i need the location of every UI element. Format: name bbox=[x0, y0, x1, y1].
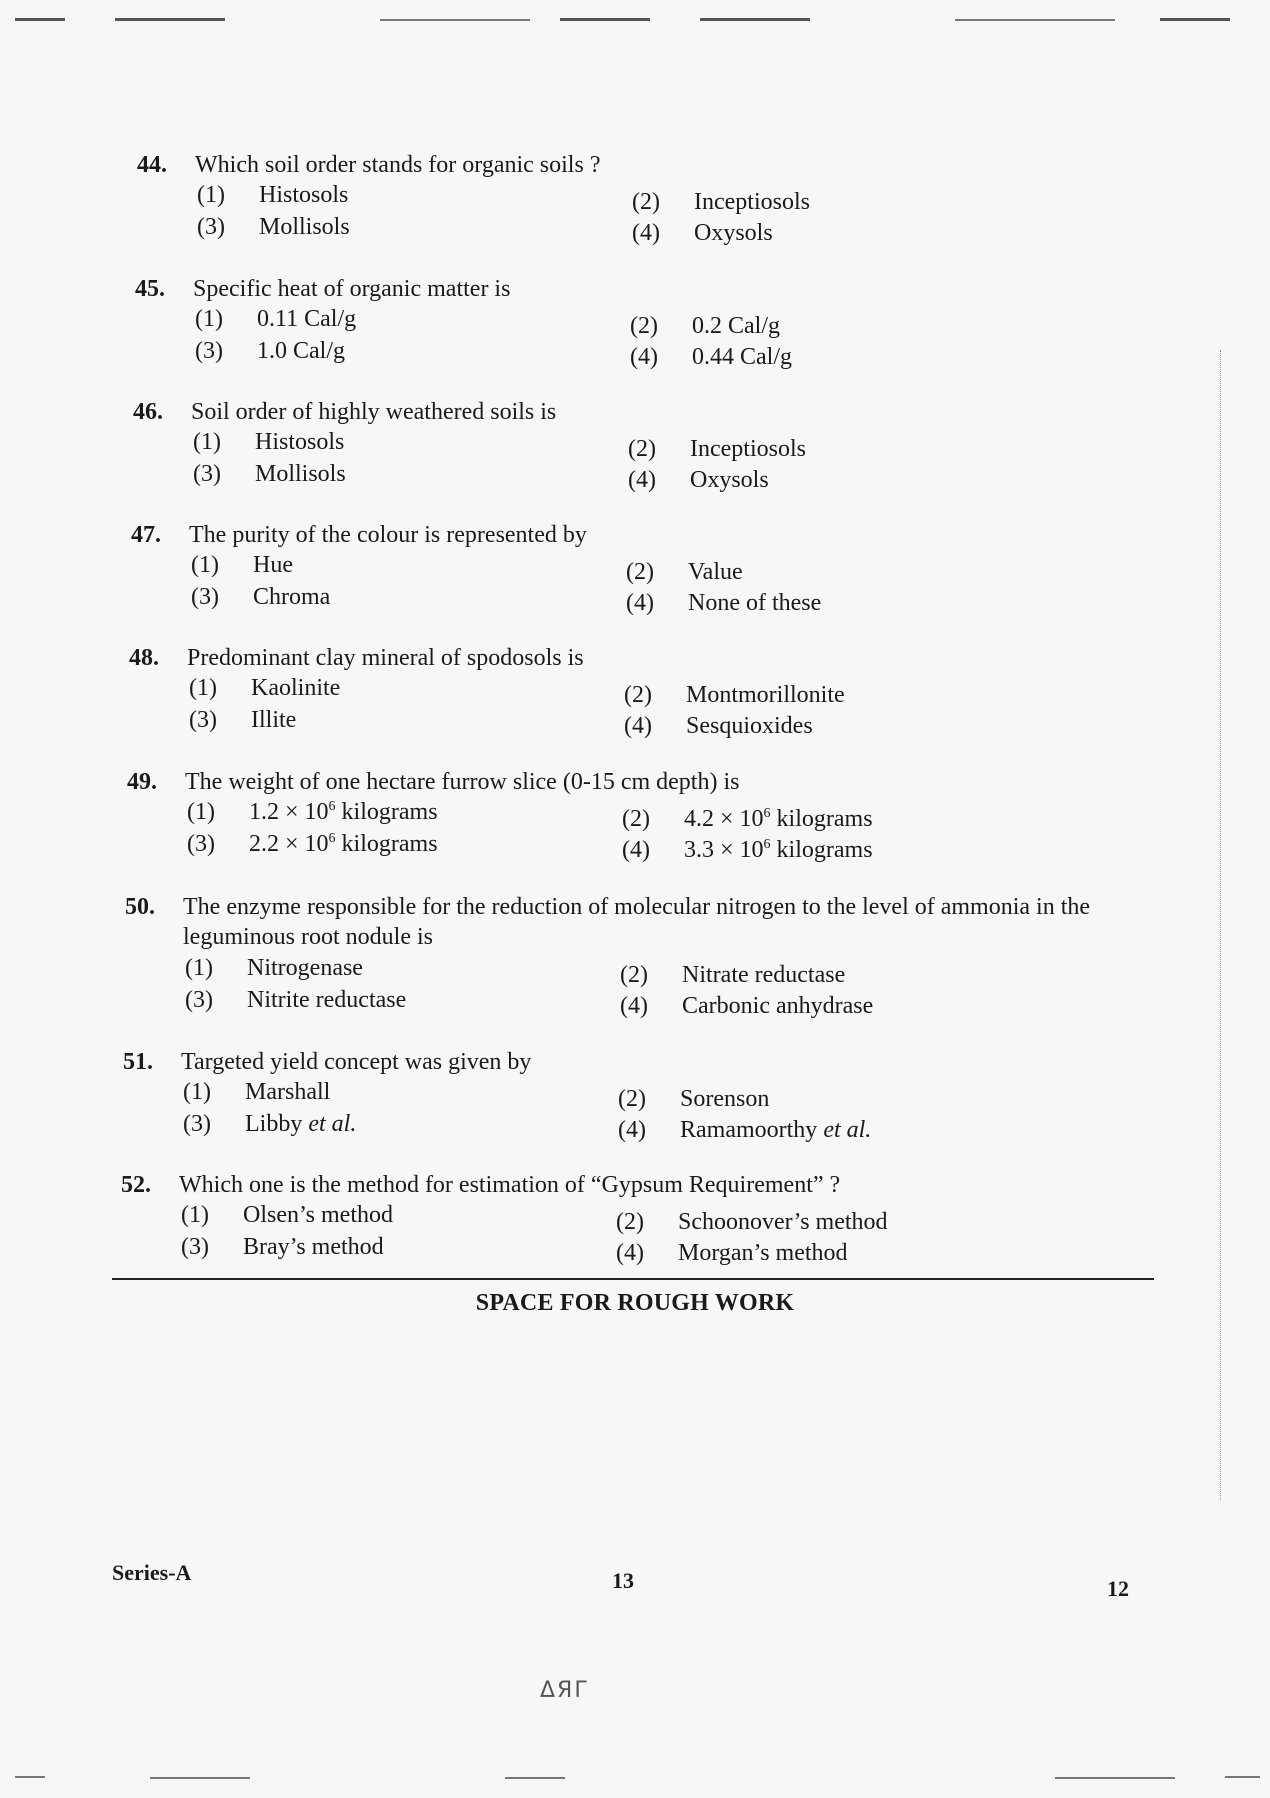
question-stem: The purity of the colour is represented by bbox=[189, 522, 587, 548]
question-stem: Soil order of highly weathered soils is bbox=[191, 399, 557, 425]
question-number: 46. bbox=[133, 399, 163, 425]
center-number: 13 bbox=[612, 1568, 634, 1593]
scan-artifact bbox=[1220, 350, 1222, 1500]
scan-artifact bbox=[380, 19, 530, 21]
question-stem: Which soil order stands for organic soils ? bbox=[195, 152, 601, 178]
question-number: 45. bbox=[135, 276, 165, 302]
option-4[interactable]: (4) Morgan’s method bbox=[616, 1240, 848, 1266]
option-2[interactable]: (2) 0.2 Cal/g bbox=[630, 313, 780, 339]
question-number: 44. bbox=[137, 152, 167, 178]
option-1[interactable]: (1) Histosols bbox=[193, 429, 345, 455]
page-number: 12 bbox=[1107, 1576, 1129, 1601]
option-2[interactable]: (2) Nitrate reductase bbox=[620, 962, 846, 988]
option-3[interactable]: (3) Illite bbox=[189, 707, 297, 733]
divider bbox=[112, 1278, 1154, 1280]
question-stem: The weight of one hectare furrow slice (0-15 cm depth) is bbox=[185, 769, 740, 795]
option-1[interactable]: (1) Kaolinite bbox=[189, 675, 341, 701]
option-2[interactable]: (2) Inceptiosols bbox=[632, 189, 810, 215]
question-stem: Predominant clay mineral of spodosols is bbox=[187, 645, 584, 671]
scan-artifact bbox=[955, 19, 1115, 21]
question-stem: Which one is the method for estimation of “Gypsum Requirement” ? bbox=[179, 1172, 841, 1198]
option-2[interactable]: (2) Inceptiosols bbox=[628, 436, 806, 462]
question-number: 48. bbox=[129, 645, 159, 671]
option-2[interactable]: (2) Sorenson bbox=[618, 1086, 770, 1112]
option-4[interactable]: (4) Ramamoorthy et al. bbox=[618, 1117, 872, 1143]
option-3[interactable]: (3) Mollisols bbox=[193, 461, 346, 487]
scan-artifact bbox=[505, 1777, 565, 1779]
option-1[interactable]: (1) Marshall bbox=[183, 1079, 331, 1105]
scan-artifact bbox=[1225, 1776, 1260, 1778]
option-4[interactable]: (4) $3.3 \times 10^6$ kilograms bbox=[622, 837, 873, 863]
option-2[interactable]: (2) Montmorillonite bbox=[624, 682, 845, 708]
question-stem: The enzyme responsible for the reduction of molecular nitrogen to the level of ammonia in the leguminous root nodule is bbox=[183, 894, 1091, 950]
option-3[interactable]: (3) Mollisols bbox=[197, 214, 350, 240]
option-4[interactable]: (4) None of these bbox=[626, 590, 822, 616]
option-1[interactable]: (1) Nitrogenase bbox=[185, 955, 363, 981]
scan-artifact bbox=[1055, 1777, 1175, 1779]
question-number: 50. bbox=[125, 894, 155, 920]
option-1[interactable]: (1) $1.2 \times 10^6$ kilograms bbox=[187, 799, 438, 825]
option-1[interactable]: (1) 0.11 Cal/g bbox=[195, 306, 357, 332]
option-2[interactable]: (2) Schoonover’s method bbox=[616, 1209, 888, 1235]
scan-artifact bbox=[1160, 18, 1230, 21]
option-3[interactable]: (3) Chroma bbox=[191, 584, 331, 610]
option-1[interactable]: (1) Hue bbox=[191, 552, 293, 578]
option-1[interactable]: (1) Olsen’s method bbox=[181, 1202, 393, 1228]
question-number: 49. bbox=[127, 769, 157, 795]
rough-work-heading: SPACE FOR ROUGH WORK bbox=[475, 1290, 795, 1316]
option-3[interactable]: (3) Libby et al. bbox=[183, 1111, 357, 1137]
option-1[interactable]: (1) Histosols bbox=[197, 182, 349, 208]
question-stem: Specific heat of organic matter is bbox=[193, 276, 511, 302]
option-4[interactable]: (4) Oxysols bbox=[628, 467, 769, 493]
question-number: 52. bbox=[121, 1172, 151, 1198]
scan-artifact bbox=[115, 18, 225, 21]
question-number: 47. bbox=[131, 522, 161, 548]
option-4[interactable]: (4) 0.44 Cal/g bbox=[630, 344, 792, 370]
option-2[interactable]: (2) $4.2 \times 10^6$ kilograms bbox=[622, 806, 873, 832]
option-4[interactable]: (4) Carbonic anhydrase bbox=[620, 993, 874, 1019]
scan-artifact bbox=[700, 18, 810, 21]
option-3[interactable]: (3) $2.2 \times 10^6$ kilograms bbox=[187, 831, 438, 857]
option-2[interactable]: (2) Value bbox=[626, 559, 743, 585]
series-label: Series-A bbox=[112, 1560, 192, 1585]
scan-artifact bbox=[150, 1777, 250, 1779]
option-3[interactable]: (3) Bray’s method bbox=[181, 1234, 384, 1260]
question-stem: Targeted yield concept was given by bbox=[181, 1049, 532, 1075]
option-4[interactable]: (4) Sesquioxides bbox=[624, 713, 813, 739]
faint-stamp: ΔЯΓ bbox=[540, 1678, 589, 1703]
option-3[interactable]: (3) 1.0 Cal/g bbox=[195, 338, 345, 364]
option-3[interactable]: (3) Nitrite reductase bbox=[185, 987, 407, 1013]
question-number: 51. bbox=[123, 1049, 153, 1075]
scan-artifact bbox=[560, 18, 650, 21]
option-4[interactable]: (4) Oxysols bbox=[632, 220, 773, 246]
scan-artifact bbox=[15, 18, 65, 21]
scan-artifact bbox=[15, 1776, 45, 1778]
